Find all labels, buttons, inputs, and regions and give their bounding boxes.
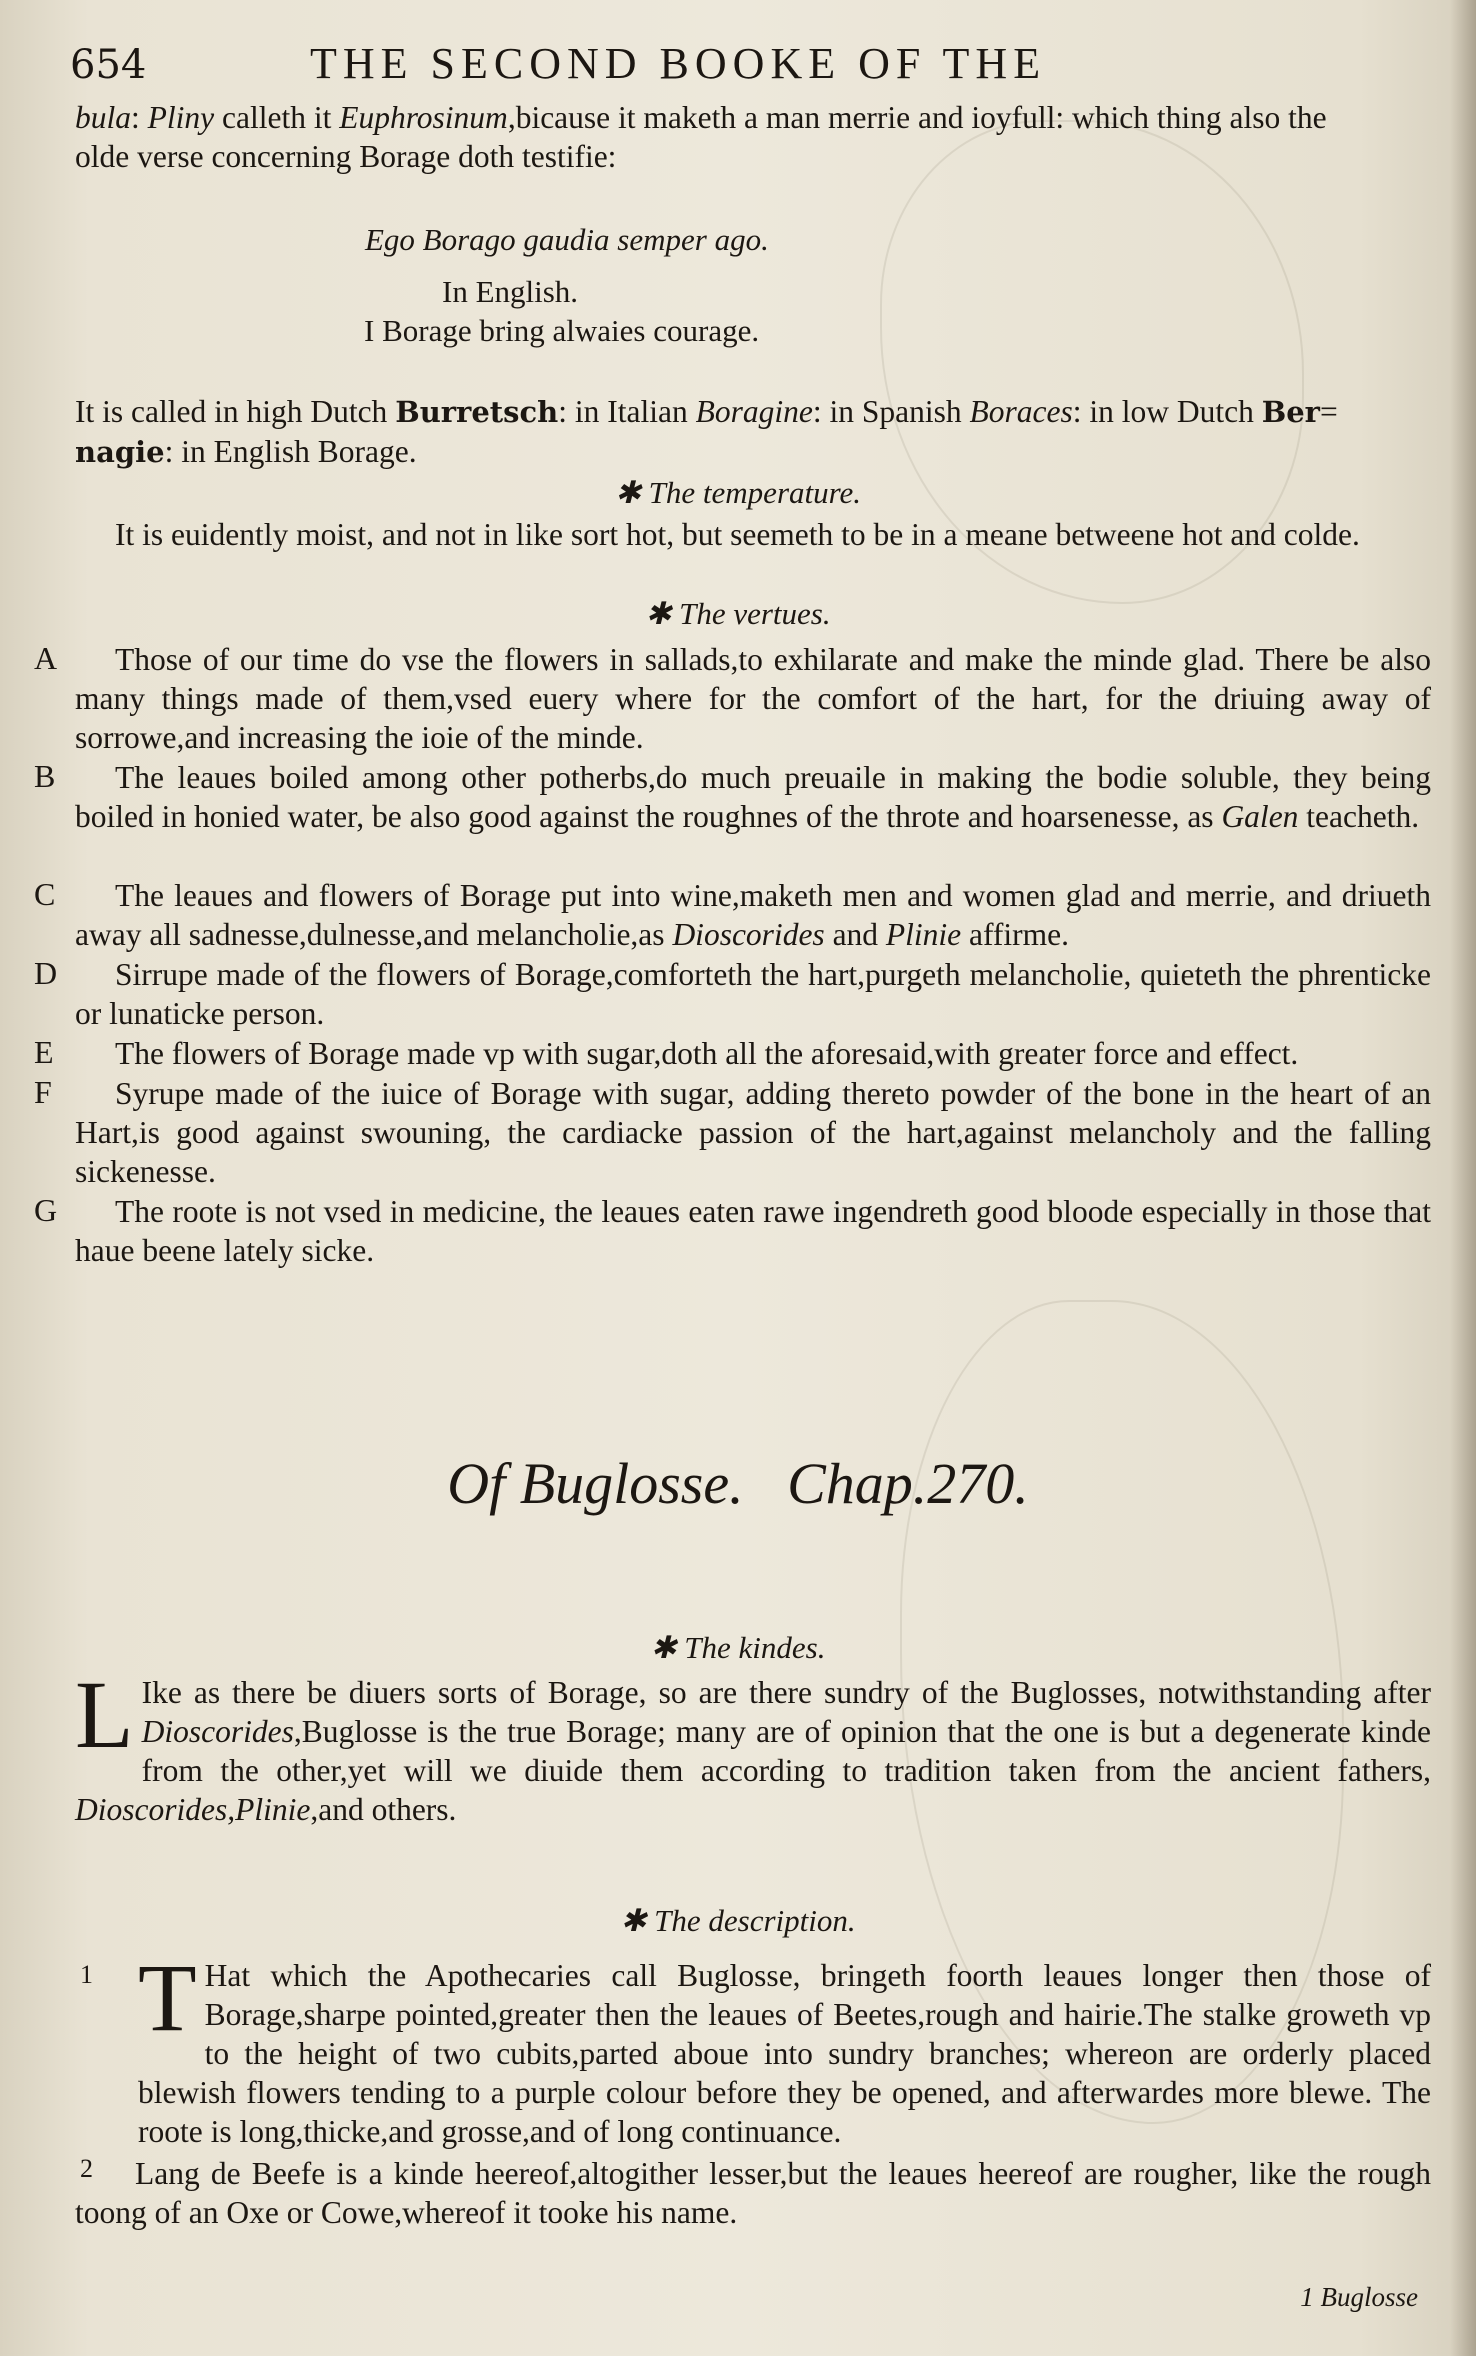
author-name: Dioscorides <box>672 917 825 952</box>
description-paragraph-2: Lang de Beefe is a kinde heereof,altogither lesser,but the leaues heereof are rougher, like the rough toong of an Oxe or Cowe,whereof it tooke his name. <box>75 2156 1431 2230</box>
english-verse: I Borage bring alwaies courage. <box>364 313 760 348</box>
temperature-paragraph: It is euidently moist, and not in like sort hot, but seemeth to be in a meane betweene hot and colde. <box>115 517 1360 552</box>
page-header <box>70 38 1436 98</box>
description-marker: 1 <box>80 1960 93 1989</box>
vertue-marker: E <box>34 1034 54 1070</box>
drop-cap: T <box>138 1944 197 2051</box>
names-paragraph: It is called in high Dutch Burretsch: in Italian Boragine: in Spanish Boraces: in low Dutch Ber= nagie: in English Borage. <box>75 394 1338 469</box>
names-text: : in English Borage. <box>164 434 417 469</box>
vertue-marker: F <box>34 1074 52 1110</box>
low-dutch-name: Ber <box>1261 395 1320 429</box>
verse-in-english: In English. <box>442 274 579 309</box>
author-name: Plinie <box>885 917 962 952</box>
vertue-paragraph: Those of our time do vse the flowers in sallads,to exhilarate and make the minde glad. There be also many things made of them,vsed euery where for the comfort of the hart, for the driuing away of sorrowe,and increasing the ioie of the minde. <box>75 642 1431 755</box>
names-text: : in Spanish <box>812 394 970 429</box>
names-text: : in Italian <box>558 394 696 429</box>
opening-paragraph <box>75 98 1431 176</box>
vertue-text: affirme. <box>961 917 1070 952</box>
dutch-name: Burretsch <box>395 395 559 429</box>
vertue-paragraph: Syrupe made of the iuice of Borage with sugar, adding thereto powder of the bone in the heart of an Hart,is good against swouning, the cardiacke passion of the hart,against melancholy and the falling sickenesse. <box>75 1076 1431 1189</box>
chapter-title <box>0 1450 1476 1517</box>
vertues-heading: ✱ The vertues. <box>645 596 831 631</box>
opening-line-2: olde verse concerning Borage doth testifie: <box>75 139 617 174</box>
names-text: : in low Dutch <box>1072 394 1262 429</box>
drop-cap: L <box>75 1661 134 1768</box>
page-number: 654 <box>70 42 147 88</box>
kindes-text: Ike as there be diuers sorts of Borage, so are there sundry of the Buglosses, notwithstanding after <box>141 1675 1431 1710</box>
catchword: 1 Buglosse <box>1300 2282 1418 2312</box>
low-dutch-name-cont: nagie <box>75 435 165 469</box>
author-names: Dioscorides,Plinie <box>75 1792 311 1827</box>
opening-text: ,bicause it maketh a man merrie and ioyfull: which thing also the <box>507 100 1327 135</box>
chapter-number: Chap.270. <box>787 1451 1029 1516</box>
vertue-text: teacheth. <box>1298 799 1420 834</box>
author-name: Galen <box>1221 799 1299 834</box>
author-name: Dioscorides <box>141 1714 294 1749</box>
vertue-paragraph <box>75 758 1431 836</box>
description-heading: ✱ The description. <box>620 1903 856 1938</box>
vertue-marker: G <box>34 1192 58 1228</box>
vertue-paragraph: The flowers of Borage made vp with sugar,doth all the aforesaid,with greater force and effect. <box>115 1036 1299 1071</box>
vertue-paragraph <box>75 876 1431 954</box>
author-name: Pliny <box>147 100 215 135</box>
kindes-paragraph <box>75 1661 1431 1829</box>
chapter-name: Of Buglosse. <box>447 1451 744 1516</box>
kindes-text: ,and others. <box>310 1792 457 1827</box>
opening-text: calleth it <box>214 100 340 135</box>
description-marker: 2 <box>80 2154 93 2183</box>
temperature-heading: ✱ The temperature. <box>614 475 862 510</box>
vertue-text: The leaues and flowers of Borage put into wine,maketh men and women glad and merrie, and driueth away all sadnesse,dulnesse,and melancholie,as <box>75 878 1431 952</box>
italian-name: Boragine <box>695 394 813 429</box>
opening-text: : <box>131 100 148 135</box>
kindes-heading: ✱ The kindes. <box>650 1630 826 1665</box>
spanish-name: Boraces <box>969 394 1073 429</box>
latin-name: Euphrosinum <box>339 100 508 135</box>
running-title: THE SECOND BOOKE OF THE <box>310 39 1047 88</box>
vertue-marker: C <box>34 876 56 912</box>
vertue-paragraph: The roote is not vsed in medicine, the leaues eaten rawe ingendreth good bloode especially in those that haue beene lately sicke. <box>75 1194 1431 1268</box>
description-text: Hat which the Apothecaries call Buglosse, bringeth foorth leaues longer then those of Borage,sharpe pointed,greater then the leaues of Beetes,rough and hairie.The stalke groweth vp to the height of two cubits,parted aboue into sundry branches; whereon are orderly placed blewish flowers tending to a purple colour before they be opened, and afterwardes more blewe. The roote is long,thicke,and grosse,and of long continuance. <box>138 1958 1431 2149</box>
kindes-text: ,Buglosse is the true Borage; many are of opinion that the one is but a degenerate kinde from the other,yet will we diuide them according to tradition taken from the ancient fathers, <box>141 1714 1431 1788</box>
vertue-text: The leaues boiled among other potherbs,do much preuaile in making the bodie soluble, they being boiled in honied water, be also good against the roughnes of the throte and hoarsenesse, as <box>75 760 1431 834</box>
vertue-text: and <box>824 917 886 952</box>
latin-verse: Ego Borago gaudia semper ago. <box>365 222 769 257</box>
vertue-marker: B <box>34 758 56 794</box>
vertue-marker: A <box>34 640 58 676</box>
vertue-marker: D <box>34 955 58 991</box>
vertue-paragraph: Sirrupe made of the flowers of Borage,comforteth the hart,purgeth melancholie, quieteth the phrenticke or lunaticke person. <box>75 957 1431 1031</box>
opening-word: bula <box>75 100 132 135</box>
description-paragraph-1 <box>138 1944 1431 2151</box>
names-text: It is called in high Dutch <box>75 394 396 429</box>
